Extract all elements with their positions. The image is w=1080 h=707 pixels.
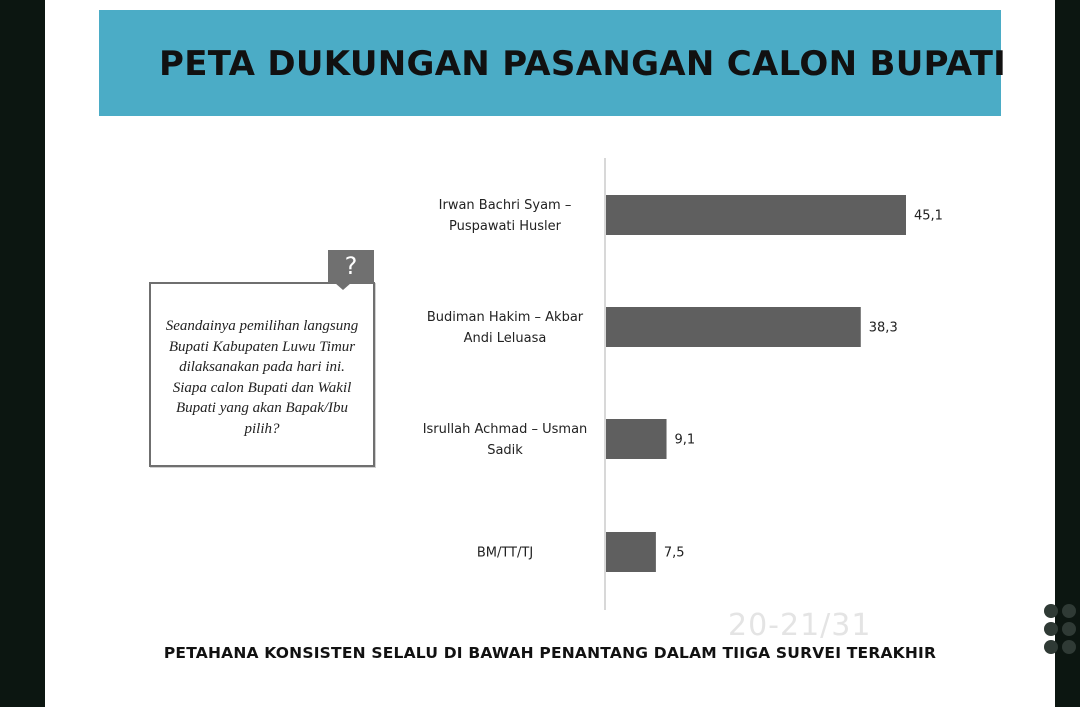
value-label-3: 7,5	[663, 545, 685, 561]
bar-chart	[45, 0, 1055, 707]
floating-dots-icon[interactable]	[1040, 604, 1080, 654]
category-label-line: BM/TT/TJ	[476, 545, 534, 561]
bar-1	[606, 307, 861, 347]
page-watermark: 20-21/31	[728, 608, 872, 643]
value-label-0: 45,1	[914, 208, 943, 224]
value-label-1: 38,3	[868, 320, 898, 336]
category-label-line: Sadik	[487, 443, 523, 458]
category-label-line: Isrullah Achmad – Usman	[422, 422, 588, 437]
category-label-0	[439, 198, 572, 234]
category-label-1	[427, 310, 584, 346]
bar-0	[606, 195, 906, 235]
category-label-2	[423, 422, 588, 458]
question-mark-icon: ?	[328, 250, 374, 283]
question-text: Seandainya pemilihan langsung Bupati Kabupaten Luwu Timur dilaksanakan pada hari ini. Siapa calon Bupati dan Wakil Bupati yang akan Bapak/Ibu pilih?	[165, 318, 359, 437]
category-label-line: Puspawati Husler	[448, 219, 562, 234]
category-label-3	[477, 546, 533, 561]
bar-3	[606, 532, 656, 572]
bar-2	[606, 419, 667, 459]
category-label-line: Irwan Bachri Syam –	[438, 198, 572, 213]
category-label-line: Andi Leluasa	[463, 331, 547, 346]
page-title: PETA DUKUNGAN PASANGAN CALON BUPATI	[159, 44, 1007, 84]
value-label-2: 9,1	[674, 432, 696, 448]
slide	[45, 0, 1055, 707]
footer-note: PETAHANA KONSISTEN SELALU DI BAWAH PENANTANG DALAM TIIGA SURVEI TERAKHIR	[163, 644, 937, 662]
category-label-line: Budiman Hakim – Akbar	[426, 310, 584, 325]
